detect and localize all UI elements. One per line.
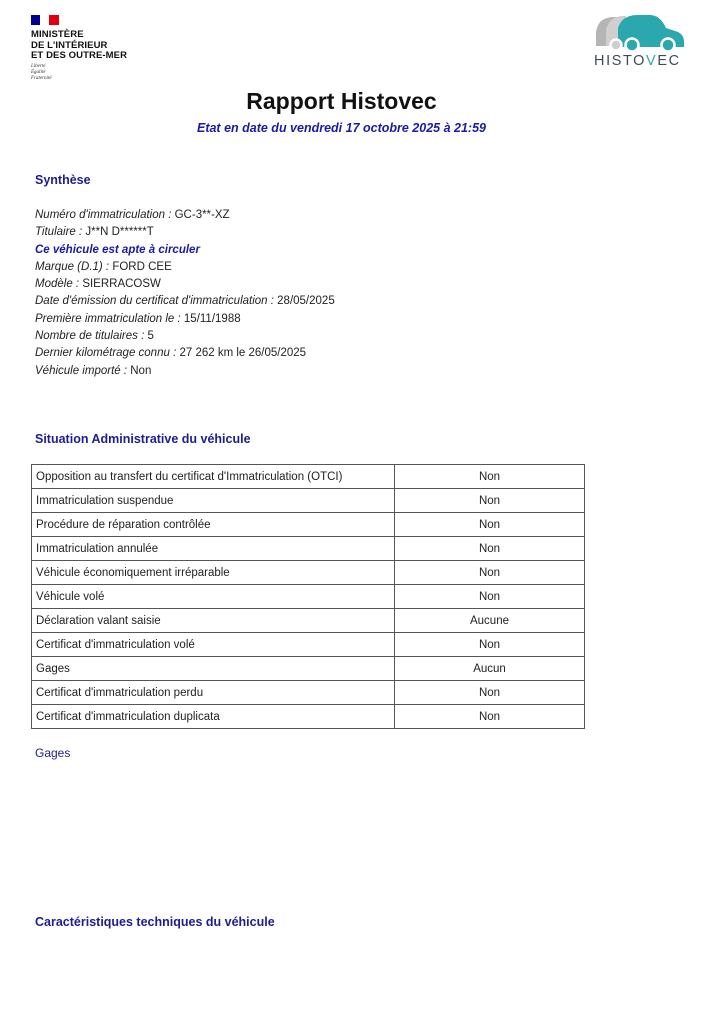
field-holder: Titulaire : J**N D******T: [35, 226, 154, 239]
car-icon: [592, 12, 687, 54]
table-row: Immatriculation annulée Non: [32, 537, 585, 561]
table-row: Véhicule économiquement irréparable Non: [32, 561, 585, 585]
table-row: Gages Aucun: [32, 657, 585, 681]
field-model: Modèle : SIERRACOSW: [35, 278, 161, 291]
field-last-mileage: Dernier kilométrage connu : 27 262 km le 26/05/2025: [35, 347, 307, 360]
gages-subheading: Gages: [35, 746, 71, 760]
field-certificate-issue-date: Date d'émission du certificat d'immatriculation : 28/05/2025: [35, 295, 335, 308]
field-registration-number: Numéro d'immatriculation : GC-3**-XZ: [35, 209, 230, 221]
field-first-registration: Première immatriculation le : 15/11/1988: [35, 312, 241, 325]
section-title-synthese: Synthèse: [35, 173, 91, 187]
republic-motto: Liberté Égalité Fraternité: [31, 63, 52, 81]
ministry-name: MINISTÈRE DE L'INTÉRIEUR ET DES OUTRE-MER: [31, 29, 128, 61]
table-row: Certificat d'immatriculation duplicata Non: [32, 705, 585, 729]
table-row: Opposition au transfert du certificat d'Immatriculation (OTCI) Non: [32, 465, 585, 489]
table-row: Certificat d'immatriculation volé Non: [32, 633, 585, 657]
field-brand: Marque (D.1) : FORD CEE: [35, 260, 172, 273]
ministry-logo: [31, 15, 127, 82]
roadworthy-status: Ce véhicule est apte à circuler: [35, 243, 200, 256]
table-row: Procédure de réparation contrôlée Non: [32, 513, 585, 537]
report-title: Rapport Histovec: [246, 88, 437, 114]
section-title-situation: Situation Administrative du véhicule: [35, 432, 251, 446]
synthese-details: [35, 207, 335, 380]
histovec-logo: [592, 12, 687, 72]
table-row: Déclaration valant saisie Aucune: [32, 609, 585, 633]
section-title-caracteristiques: Caractéristiques techniques du véhicule: [35, 915, 275, 929]
french-flag-icon: [31, 15, 59, 25]
field-owner-count: Nombre de titulaires : 5: [35, 330, 154, 343]
table-row: Immatriculation suspendue Non: [32, 489, 585, 513]
field-imported: Véhicule importé : Non: [35, 364, 152, 377]
table-row: Véhicule volé Non: [32, 585, 585, 609]
admin-situation-table: [31, 464, 585, 729]
table-row: Certificat d'immatriculation perdu Non: [32, 681, 585, 705]
report-date: Etat en date du vendredi 17 octobre 2025 à 21:59: [196, 121, 486, 135]
histovec-wordmark: HISTOVEC: [594, 53, 681, 69]
